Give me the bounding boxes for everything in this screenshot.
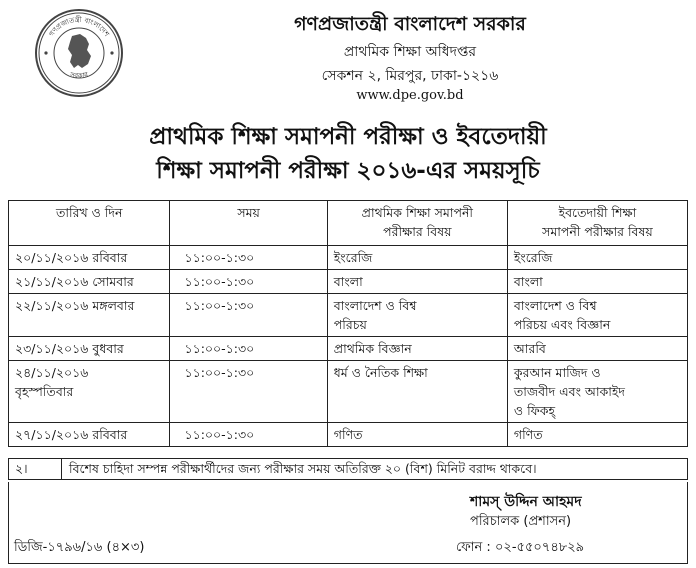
- cell-date: ২১/১১/২০১৬ সোমবার: [9, 270, 170, 294]
- signatory-name: শামস্ উদ্দিন আহমদ: [470, 494, 582, 510]
- cell-date: ২৭/১১/২০১৬ রবিবার: [9, 423, 170, 447]
- cell-date: ২৩/১১/২০১৬ বুধবার: [9, 337, 170, 361]
- cell-primary-subject: বাংলাদেশ ও বিশ্ব পরিচয়: [327, 294, 507, 337]
- cell-ebtedayee-subject: গণিত: [507, 423, 687, 447]
- header-time: সময়: [170, 201, 327, 246]
- phone-number: ফোন : ০২-৫৫০৭৪৮২৯: [456, 540, 585, 555]
- cell-time: ১১:০০-১:৩০: [170, 270, 327, 294]
- cell-ebtedayee-subject: বাংলা: [507, 270, 687, 294]
- note-number: ২।: [15, 461, 28, 476]
- notice-title-line2: শিক্ষা সমাপনী পরীক্ষা ২০১৬-এর সময়সূচি: [156, 158, 540, 184]
- cell-primary-subject: গণিত: [327, 423, 507, 447]
- header-date: তারিখ ও দিন: [9, 201, 170, 246]
- table-row: [9, 423, 688, 447]
- table-row: [9, 246, 688, 270]
- cell-ebtedayee-subject: বাংলাদেশ ও বিশ্ব পরিচয় এবং বিজ্ঞান: [507, 294, 687, 337]
- seal-text-top: গণপ্রজাতন্ত্রী বাংলাদেশ: [47, 15, 111, 39]
- cell-date: ২০/১১/২০১৬ রবিবার: [9, 246, 170, 270]
- cell-date: ২২/১১/২০১৬ মঙ্গলবার: [9, 294, 170, 337]
- cell-ebtedayee-subject: ইংরেজি: [507, 246, 687, 270]
- dg-reference: ডিজি-১৭৯৬/১৬ (৪×৩): [14, 540, 145, 555]
- note-divider: [61, 459, 62, 479]
- cell-primary-subject: বাংলা: [327, 270, 507, 294]
- cell-ebtedayee-subject: আরবি: [507, 337, 687, 361]
- table-row: [9, 294, 688, 337]
- office-address: সেকশন ২, মিরপুর, ঢাকা-১২১৬: [321, 68, 499, 84]
- header-ebtedayee-subject: ইবতেদায়ী শিক্ষা সমাপনী পরীক্ষার বিষয়: [507, 201, 687, 246]
- cell-time: ১১:০০-১:৩০: [170, 337, 327, 361]
- cell-date: ২৪/১১/২০১৬ বৃহস্পতিবার: [9, 361, 170, 423]
- table-row: [9, 361, 688, 423]
- table-row: [9, 270, 688, 294]
- directorate-name: প্রাথমিক শিক্ষা অধিদপ্তর: [343, 44, 477, 60]
- cell-primary-subject: প্রাথমিক বিজ্ঞান: [327, 337, 507, 361]
- signatory-designation: পরিচালক (প্রশাসন): [470, 514, 572, 529]
- cell-ebtedayee-subject: কুরআন মাজিদ ও তাজবীদ এবং আকাইদ ও ফিকহ্: [507, 361, 687, 423]
- cell-time: ১১:০০-১:৩০: [170, 294, 327, 337]
- note-text: বিশেষ চাহিদা সম্পন্ন পরীক্ষার্থীদের জন্য পরীক্ষার সময় অতিরিক্ত ২০ (বিশ) মিনিট বরাদ্দ থাকবে।: [69, 461, 537, 476]
- cell-time: ১১:০০-১:৩০: [170, 361, 327, 423]
- government-name: গণপ্রজাতন্ত্রী বাংলাদেশ সরকার: [294, 13, 526, 35]
- website-link[interactable]: www.dpe.gov.bd: [356, 88, 464, 103]
- special-needs-note: [8, 458, 688, 480]
- table-row: [9, 337, 688, 361]
- header-primary-subject: প্রাথমিক শিক্ষা সমাপনী পরীক্ষার বিষয়: [327, 201, 507, 246]
- cell-primary-subject: ধর্ম ও নৈতিক শিক্ষা: [327, 361, 507, 423]
- table-header-row: [9, 201, 688, 246]
- cell-primary-subject: ইংরেজি: [327, 246, 507, 270]
- cell-time: ১১:০০-১:৩০: [170, 423, 327, 447]
- exam-schedule-table: [8, 200, 688, 447]
- cell-time: ১১:০০-১:৩০: [170, 246, 327, 270]
- notice-title-line1: প্রাথমিক শিক্ষা সমাপনী পরীক্ষা ও ইবতেদায়ী: [149, 124, 547, 150]
- seal-text-bottom: সরকার: [68, 70, 90, 81]
